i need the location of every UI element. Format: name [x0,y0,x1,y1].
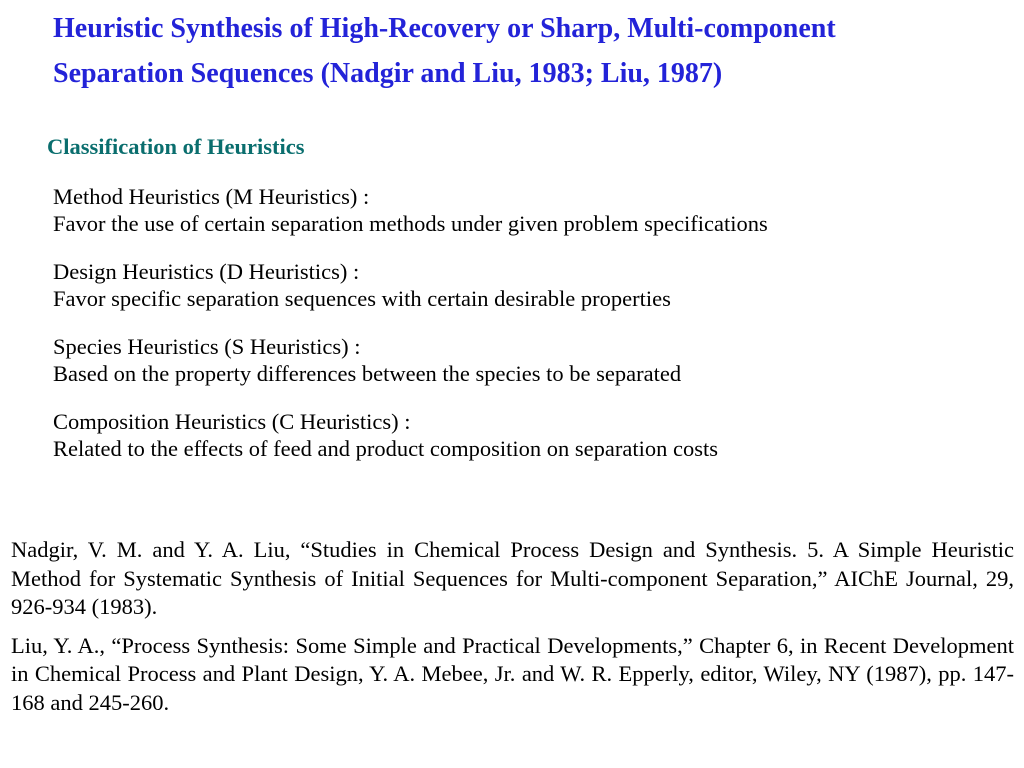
heuristic-name: Composition Heuristics (C Heuristics) : [53,409,411,434]
heuristics-list [53,184,1013,484]
reference-liu-1987: Liu, Y. A., “Process Synthesis: Some Simple and Practical Developments,” Chapter 6, in Recent Development in Chemical Process and Plant Design, Y. A. Mebee, Jr. and W. R. Epperly, editor, Wiley, NY (1987), pp. 147-168 and 245-260. [11,632,1014,715]
heuristic-description: Based on the property differences between the species to be separated [53,360,682,386]
heuristic-name: Species Heuristics (S Heuristics) : [53,334,361,359]
heuristic-item-method [53,184,1013,237]
heuristic-item-species [53,334,1013,387]
heuristic-description: Favor the use of certain separation methods under given problem specifications [53,210,768,236]
heuristic-description: Favor specific separation sequences with certain desirable properties [53,285,671,311]
section-heading: Classification of Heuristics [47,134,305,159]
reference-nadgir-liu-1983: Nadgir, V. M. and Y. A. Liu, “Studies in Chemical Process Design and Synthesis. 5. A Simple Heuristic Method for Systematic Synthesis of Initial Sequences for Multi-component Separation,” AIChE Journal, 29, 926-934 (1983). [11,537,1014,619]
references [11,536,1014,727]
slide-title [53,6,1018,96]
heuristic-name: Design Heuristics (D Heuristics) : [53,259,360,284]
heuristic-item-composition [53,409,1013,462]
slide-title-line-2: Separation Sequences (Nadgir and Liu, 1983; Liu, 1987) [53,58,723,89]
slide-title-line-1: Heuristic Synthesis of High-Recovery or Sharp, Multi-component [53,13,836,44]
heuristic-item-design [53,259,1013,312]
heuristic-name: Method Heuristics (M Heuristics) : [53,184,370,209]
heuristic-description: Related to the effects of feed and product composition on separation costs [53,435,719,461]
